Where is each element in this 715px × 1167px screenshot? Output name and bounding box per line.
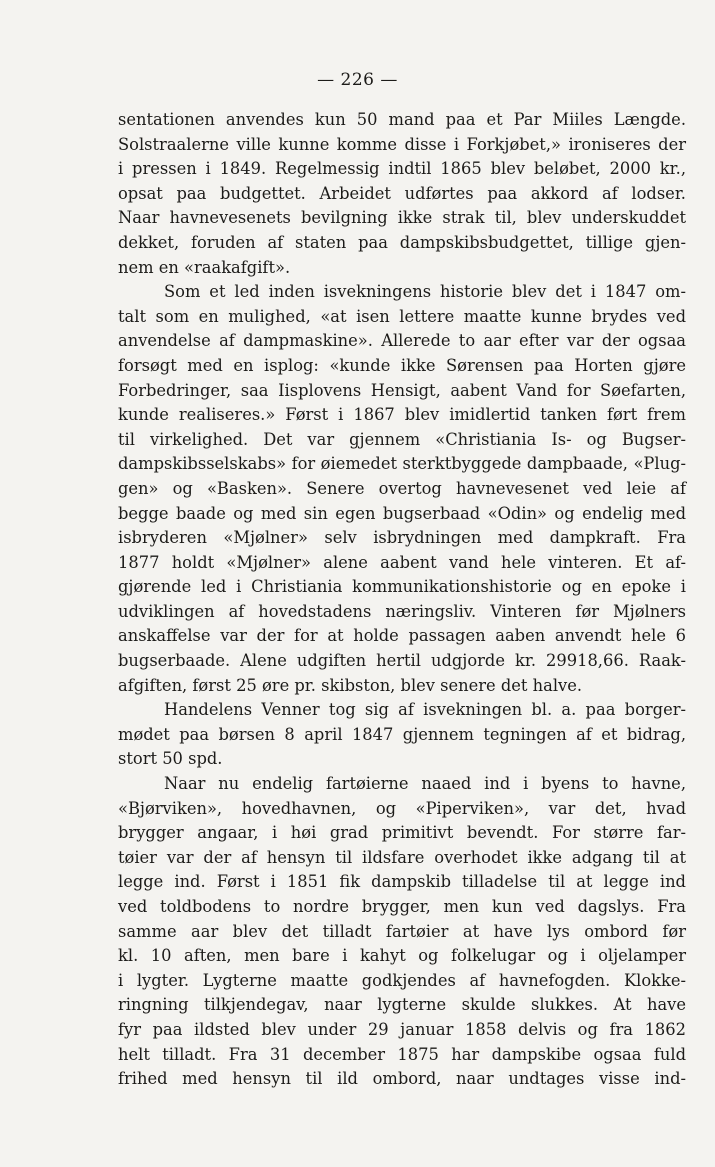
text-line: Naar havnevesenets bevilgning ikke strak til, blev underskuddet [118, 208, 686, 228]
text-line: tøier var der af hensyn til ildsfare overhodet ikke adgang til at [118, 847, 686, 867]
text-line: frihed med hensyn til ild ombord, naar undtages visse ind- [118, 1069, 686, 1089]
text-line: ved toldbodens to nordre brygger, men kun ved dagslys. Fra [118, 897, 686, 916]
text-line: samme aar blev det tilladt fartøier at have lys ombord før [118, 921, 686, 941]
text-line: dekket, foruden af staten paa dampskibsbudgettet, tillige gjen- [118, 232, 686, 252]
body-text [118, 108, 686, 1092]
text-line: forsøgt med en isplog: «kunde ikke Sørensen paa Horten gjøre [118, 355, 686, 375]
text-line: legge ind. Først i 1851 fik dampskib tilladelse til at legge ind [118, 872, 686, 892]
text-line: mødet paa børsen 8 april 1847 gjennem tegningen af et bidrag, [118, 724, 686, 744]
text-line: opsat paa budgettet. Arbeidet udførtes paa akkord af lodser. [118, 183, 686, 203]
text-line: udviklingen af hovedstadens næringsliv. Vinteren før Mjølners [118, 601, 686, 621]
text-line: anskaffelse var der for at holde passagen aaben anvendt hele 6 [118, 626, 686, 646]
text-line: ringning tilkjendegav, naar lygterne skulde slukkes. At have [118, 995, 686, 1015]
text-line: Forbedringer, saa Iisplovens Hensigt, aabent Vand for Søefarten, [118, 380, 686, 400]
text-line: anvendelse af dampmaskine». Allerede to aar efter var der ogsaa [118, 331, 686, 351]
text-line: «Bjørviken», hovedhavnen, og «Piperviken», var det, hvad [118, 798, 686, 818]
text-line: kunde realiseres.» Først i 1867 blev imidlertid tanken ført frem [118, 405, 686, 425]
text-line: nem en «raakafgift». [118, 257, 291, 277]
text-line: isbryderen «Mjølner» selv isbrydningen med dampkraft. Fra [118, 528, 686, 548]
text-line: stort 50 spd. [118, 749, 223, 769]
text-line: brygger angaar, i høi grad primitivt bevendt. For større far- [118, 823, 686, 843]
text-line: i lygter. Lygterne maatte godkjendes af havnefogden. Klokke- [118, 970, 686, 990]
text-line: i pressen i 1849. Regelmessig indtil 1865 blev beløbet, 2000 kr., [118, 159, 686, 179]
text-line: begge baade og med sin egen bugserbaad «Odin» og endelig med [118, 503, 686, 523]
text-line: dampskibsselskabs» for øiemedet sterktbyggede dampbaade, «Plug- [118, 454, 686, 474]
text-line: Som et led inden isvekningens historie blev det i 1847 om- [164, 282, 686, 302]
text-line: Naar nu endelig fartøierne naaed ind i byens to havne, [164, 774, 686, 794]
text-line: talt som en mulighed, «at isen lettere maatte kunne brydes ved [118, 306, 686, 326]
text-line: Handelens Venner tog sig af isvekningen bl. a. paa borger- [164, 700, 686, 720]
text-line: kl. 10 aften, men bare i kahyt og folkelugar og i oljelamper [118, 946, 686, 966]
text-line: gen» og «Basken». Senere overtog havnevesenet ved leie af [118, 478, 686, 498]
page-number: — 226 — [317, 70, 398, 90]
text-line: afgiften, først 25 øre pr. skibston, blev senere det halve. [118, 675, 583, 695]
text-line: Solstraalerne ville kunne komme disse i Forkjøbet,» ironiseres der [118, 134, 686, 154]
text-line: helt tilladt. Fra 31 december 1875 har dampskibe ogsaa fuld [118, 1044, 686, 1064]
text-line: bugserbaade. Alene udgiften hertil udgjorde kr. 29918,66. Raak- [118, 651, 686, 671]
text-line: gjørende led i Christiania kommunikationshistorie og en epoke i [118, 577, 686, 597]
text-line: fyr paa ildsted blev under 29 januar 1858 delvis og fra 1862 [118, 1019, 686, 1039]
text-line: til virkelighed. Det var gjennem «Christiania Is- og Bugser- [118, 429, 686, 449]
text-line: sentationen anvendes kun 50 mand paa et Par Miiles Længde. [118, 110, 686, 129]
text-line: 1877 holdt «Mjølner» alene aabent vand hele vinteren. Et af- [118, 552, 686, 572]
